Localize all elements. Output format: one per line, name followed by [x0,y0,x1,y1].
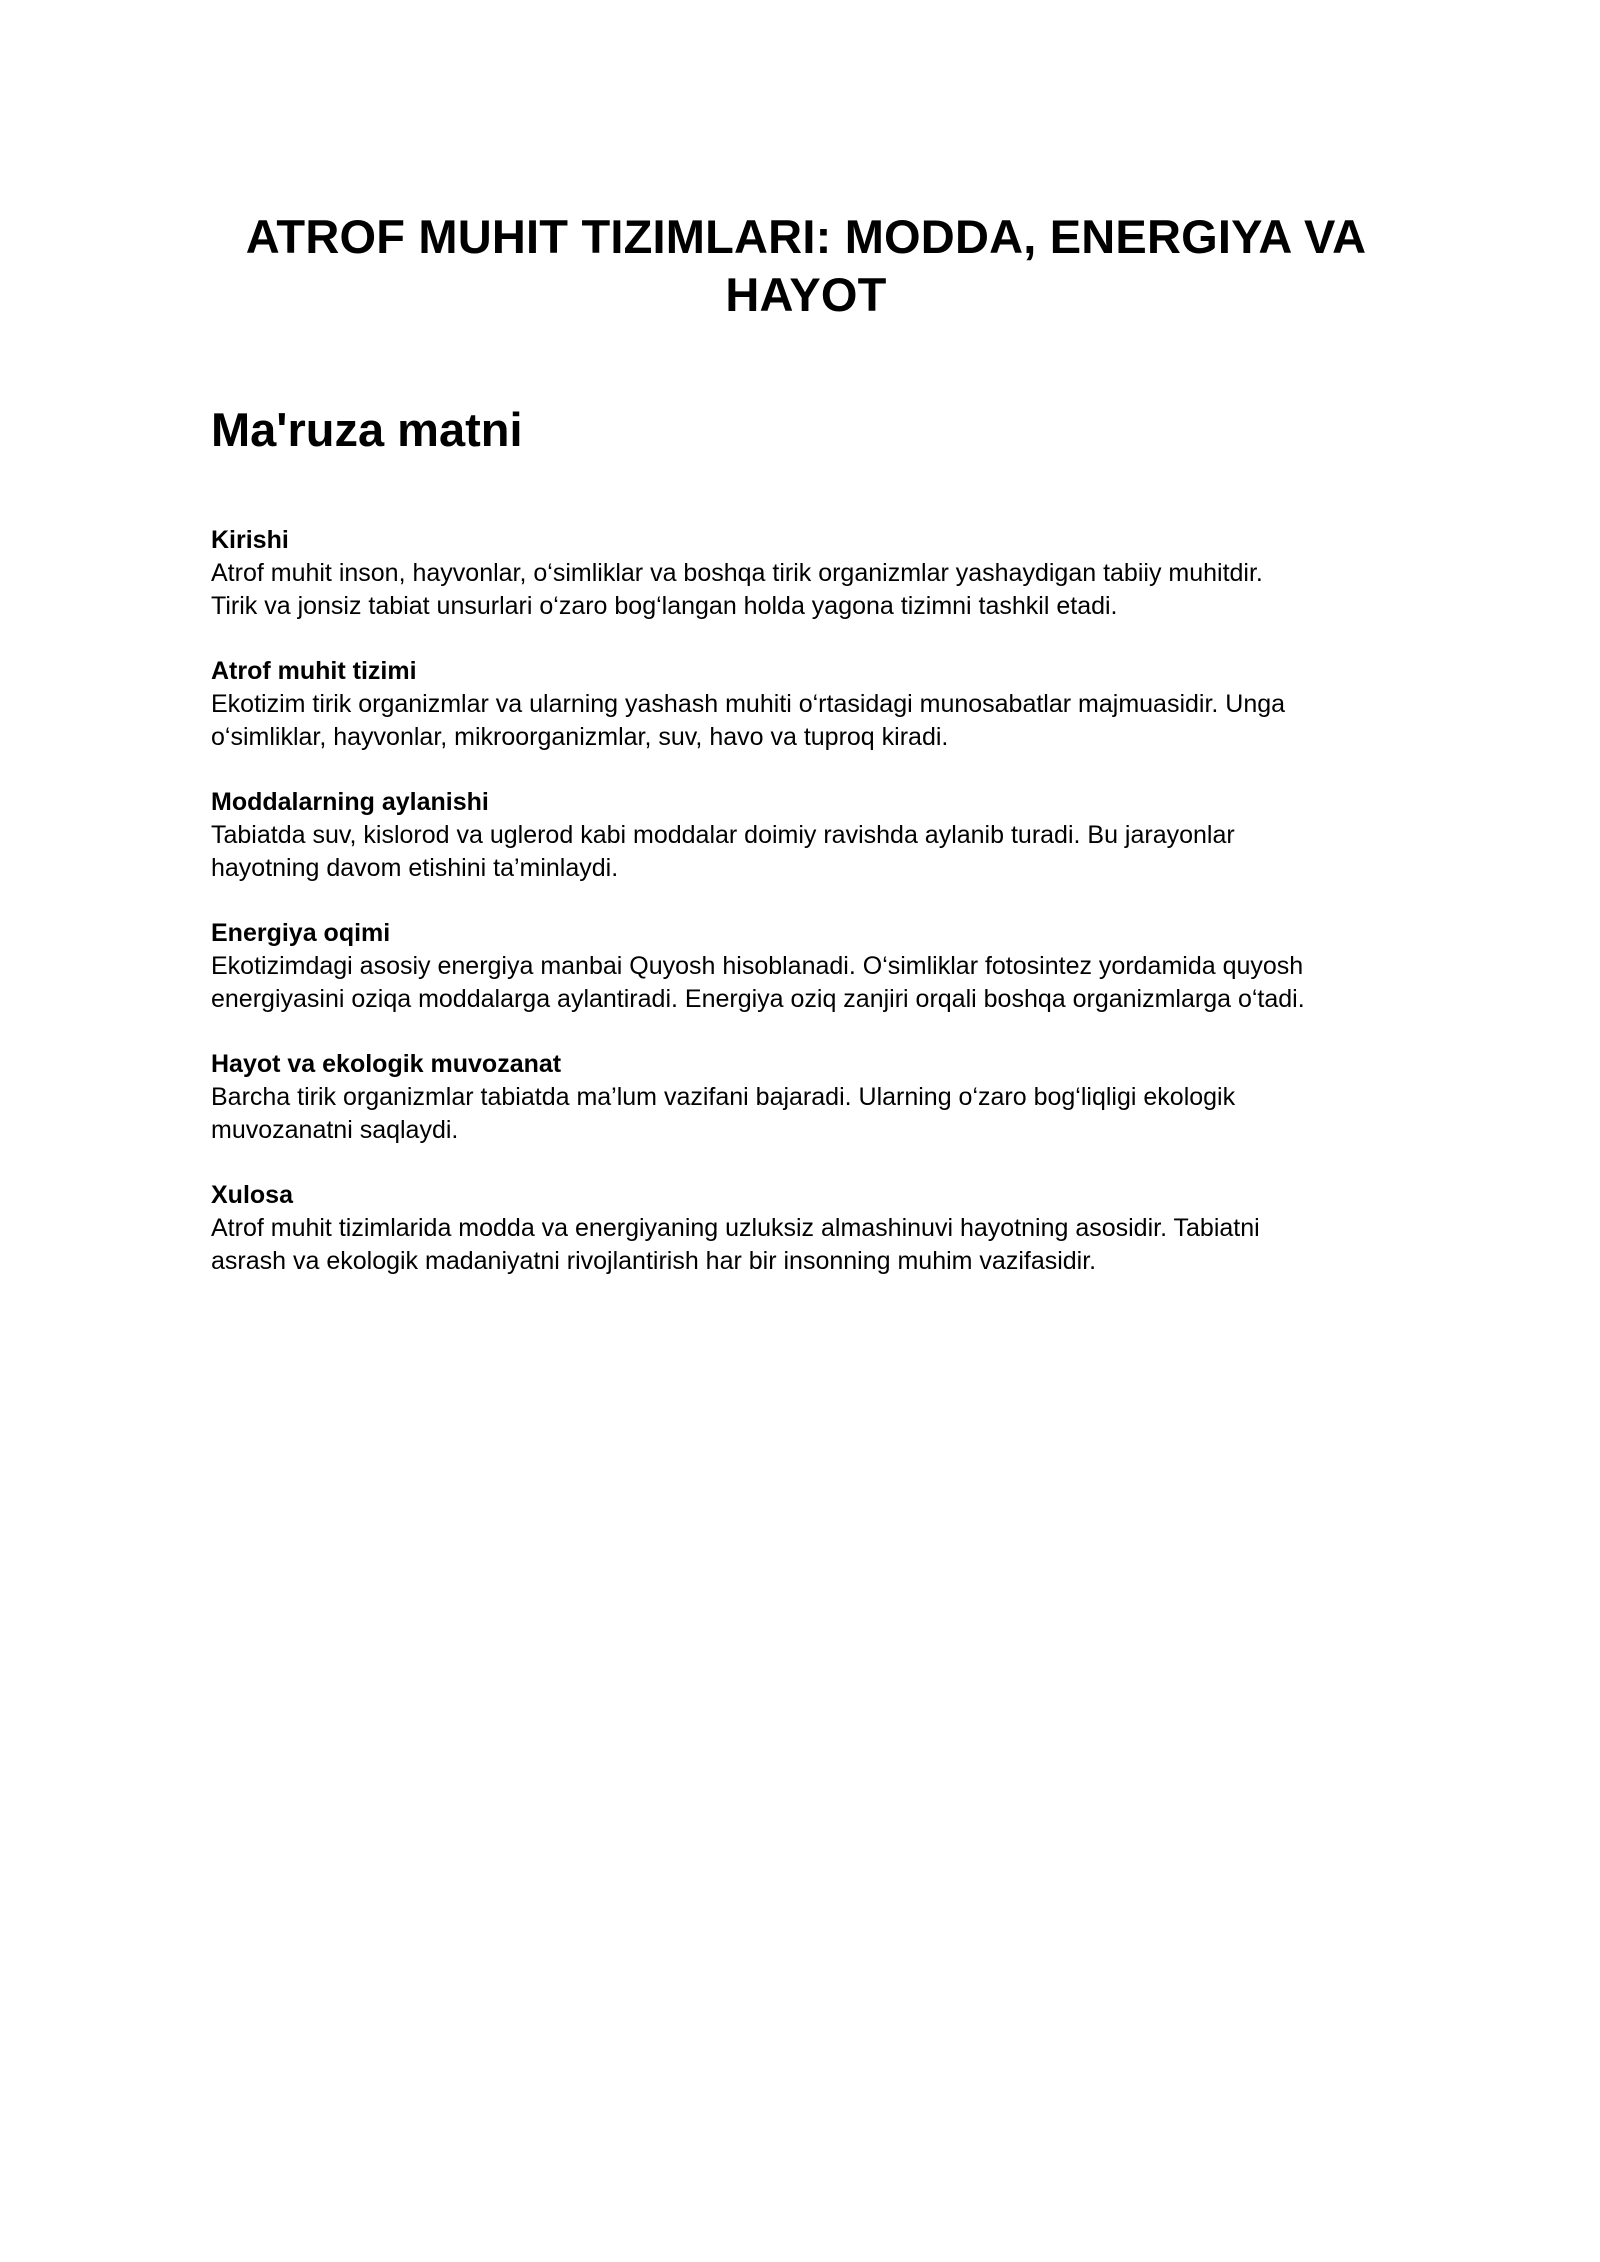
section-heading: Xulosa [211,1181,293,1209]
body-line: asrash va ekologik madaniyatni rivojlantirish har bir insonning muhim vazifasidir. [211,1247,1097,1275]
section-heading: Hayot va ekologik muvozanat [211,1050,562,1078]
section-kirishi [211,524,1411,623]
section-hayot-va-ekologik-muvozanat [211,1048,1411,1147]
section-heading: Moddalarning aylanishi [211,788,489,816]
body-line: Atrof muhit inson, hayvonlar, o‘simliklar va boshqa tirik organizmlar yashaydigan tabiiy muhitdir. [211,559,1263,587]
document-title: ATROF MUHIT TIZIMLARI: MODDA, ENERGIYA VA HAYOT [245,210,1367,321]
section-body [211,950,1411,1016]
section-xulosa [211,1179,1411,1278]
body-line: Ekotizim tirik organizmlar va ularning yashash muhiti o‘rtasidagi munosabatlar majmuasidir. Unga [211,690,1286,718]
sections-container [211,524,1411,1310]
section-body [211,557,1411,623]
section-body [211,819,1411,885]
section-body [211,1081,1411,1147]
section-heading: Energiya oqimi [211,919,391,947]
section-energiya-oqimi [211,917,1411,1016]
body-line: muvozanatni saqlaydi. [211,1116,459,1144]
body-line: Tirik va jonsiz tabiat unsurlari o‘zaro bog‘langan holda yagona tizimni tashkil etadi. [211,592,1118,620]
section-heading: Kirishi [211,526,289,554]
body-line: o‘simliklar, hayvonlar, mikroorganizmlar, suv, havo va tuproq kiradi. [211,723,949,751]
body-line: Tabiatda suv, kislorod va uglerod kabi moddalar doimiy ravishda aylanib turadi. Bu jarayonlar [211,821,1235,849]
body-line: Ekotizimdagi asosiy energiya manbai Quyosh hisoblanadi. O‘simliklar fotosintez yordamida quyosh [211,952,1304,980]
section-heading: Atrof muhit tizimi [211,657,417,685]
document-subtitle: Ma'ruza matni [211,403,523,456]
body-line: energiyasini oziqa moddalarga aylantiradi. Energiya oziq zanjiri orqali boshqa organizmlarga o‘tadi. [211,985,1305,1013]
section-atrof-muhit-tizimi [211,655,1411,754]
section-moddalarning-aylanishi [211,786,1411,885]
section-body [211,688,1411,754]
body-line: Atrof muhit tizimlarida modda va energiyaning uzluksiz almashinuvi hayotning asosidir. Tabiatni [211,1214,1260,1242]
body-line: Barcha tirik organizmlar tabiatda ma’lum vazifani bajaradi. Ularning o‘zaro bog‘liqligi ekologik [211,1083,1236,1111]
body-line: hayotning davom etishini ta’minlaydi. [211,854,619,882]
section-body [211,1212,1411,1278]
